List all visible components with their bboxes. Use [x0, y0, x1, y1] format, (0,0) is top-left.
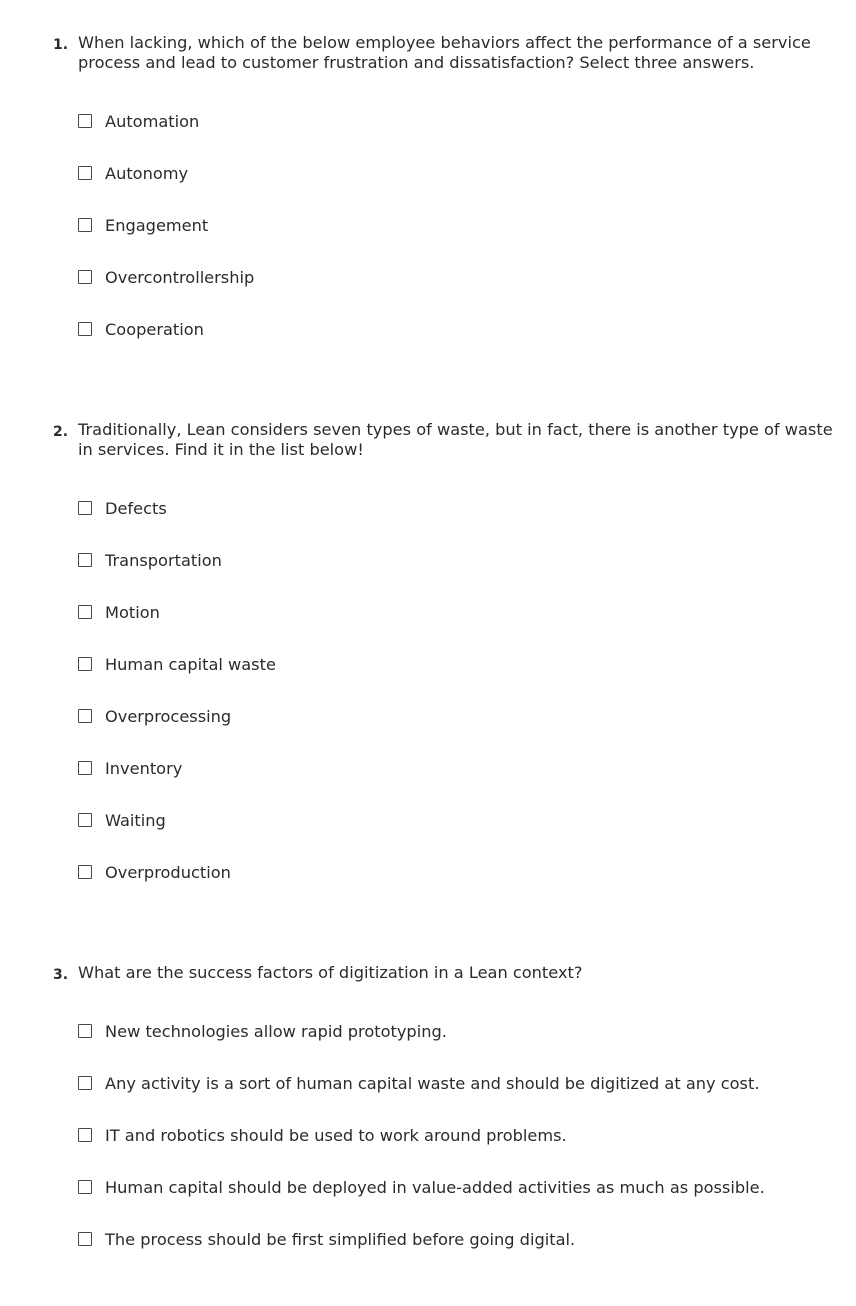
- checkbox[interactable]: [78, 1128, 92, 1142]
- checkbox[interactable]: [78, 1076, 92, 1090]
- option-digitize-any-cost[interactable]: [78, 1073, 759, 1093]
- checkbox[interactable]: [78, 114, 92, 128]
- option-defects[interactable]: [78, 498, 167, 518]
- option-human-capital-waste[interactable]: [78, 654, 276, 674]
- option-label: Any activity is a sort of human capital waste and should be digitized at any cost.: [105, 1073, 760, 1093]
- checkbox[interactable]: [78, 322, 92, 336]
- question-header: [0, 420, 856, 460]
- option-label: Defects: [105, 498, 167, 518]
- question-header: [0, 963, 856, 983]
- option-label: Human capital waste: [105, 654, 276, 674]
- option-overprocessing[interactable]: [78, 706, 231, 726]
- option-motion[interactable]: [78, 602, 160, 622]
- option-label: Waiting: [105, 810, 166, 830]
- option-human-capital-value-added[interactable]: [78, 1177, 765, 1197]
- option-waiting[interactable]: [78, 810, 166, 830]
- checkbox[interactable]: [78, 270, 92, 284]
- checkbox[interactable]: [78, 657, 92, 671]
- option-label: Transportation: [105, 550, 222, 570]
- checkbox[interactable]: [78, 1232, 92, 1246]
- option-label: New technologies allow rapid prototyping.: [105, 1021, 447, 1041]
- option-cooperation[interactable]: [78, 319, 204, 339]
- option-transportation[interactable]: [78, 550, 222, 570]
- question-3: [0, 963, 856, 983]
- checkbox[interactable]: [78, 813, 92, 827]
- option-label: IT and robotics should be used to work around problems.: [105, 1125, 567, 1145]
- checkbox[interactable]: [78, 1180, 92, 1194]
- question-text: When lacking, which of the below employee behaviors affect the performance of a service process and lead to customer frustration and dissatisfaction? Select three answers.: [78, 33, 811, 72]
- option-autonomy[interactable]: [78, 163, 188, 183]
- option-engagement[interactable]: [78, 215, 208, 235]
- option-label: Cooperation: [105, 319, 204, 339]
- option-label: Overprocessing: [105, 706, 232, 726]
- option-label: Overproduction: [105, 862, 231, 882]
- option-label: Automation: [105, 111, 200, 131]
- question-text: What are the success factors of digitization in a Lean context?: [78, 963, 583, 982]
- option-it-robotics-workaround[interactable]: [78, 1125, 567, 1145]
- checkbox[interactable]: [78, 553, 92, 567]
- option-automation[interactable]: [78, 111, 199, 131]
- checkbox[interactable]: [78, 605, 92, 619]
- option-overcontrollership[interactable]: [78, 267, 254, 287]
- checkbox[interactable]: [78, 709, 92, 723]
- checkbox[interactable]: [78, 865, 92, 879]
- option-overproduction[interactable]: [78, 862, 231, 882]
- question-2: [0, 420, 856, 460]
- checkbox[interactable]: [78, 166, 92, 180]
- option-rapid-prototyping[interactable]: [78, 1021, 447, 1041]
- checkbox[interactable]: [78, 761, 92, 775]
- option-inventory[interactable]: [78, 758, 182, 778]
- question-number: 1.: [53, 37, 69, 53]
- option-label: Overcontrollership: [105, 267, 255, 287]
- option-label: Human capital should be deployed in value-added activities as much as possible.: [105, 1177, 765, 1197]
- checkbox[interactable]: [78, 501, 92, 515]
- question-number: 3.: [53, 967, 69, 983]
- checkbox[interactable]: [78, 1024, 92, 1038]
- checkbox[interactable]: [78, 218, 92, 232]
- option-label: Autonomy: [105, 163, 189, 183]
- option-label: The process should be first simplified before going digital.: [105, 1229, 576, 1249]
- question-header: [0, 33, 856, 73]
- question-number: 2.: [53, 424, 69, 440]
- option-simplify-before-digital[interactable]: [78, 1229, 575, 1249]
- option-label: Inventory: [105, 758, 183, 778]
- question-1: [0, 33, 856, 73]
- question-text: Traditionally, Lean considers seven types of waste, but in fact, there is another type of waste in services. Find it in the list below!: [78, 420, 833, 459]
- option-label: Engagement: [105, 215, 209, 235]
- option-label: Motion: [105, 602, 160, 622]
